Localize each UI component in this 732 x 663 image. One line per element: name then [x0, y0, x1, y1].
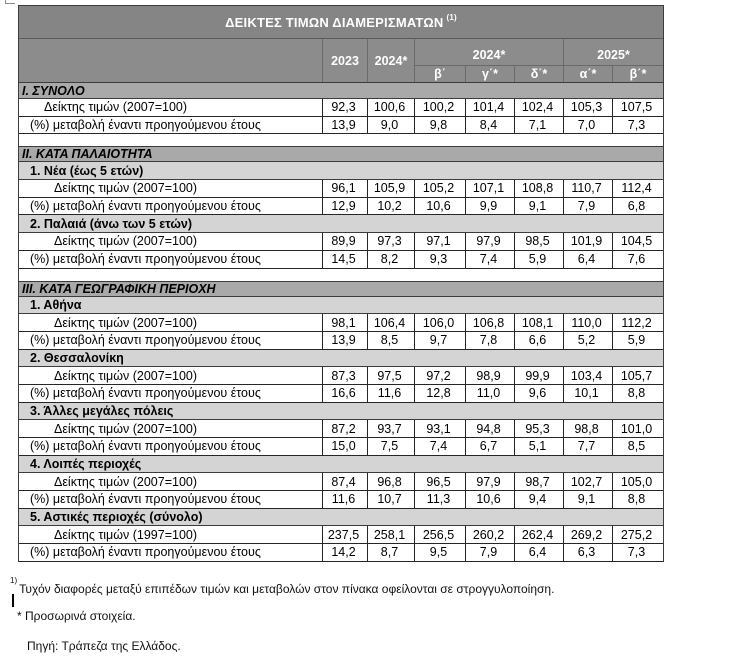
value-cell: 13,9 [322, 332, 367, 350]
header-quarter: γ΄* [465, 66, 514, 82]
value-cell: 12,9 [322, 198, 367, 216]
table-title-footnote-ref: (1) [446, 12, 457, 22]
table-row [19, 180, 663, 198]
row-label: Δείκτης τιμών (1997=100) [19, 526, 322, 544]
row-label: Δείκτης τιμών (2007=100) [19, 99, 322, 117]
subsection-title: 2. Παλαιά (άνω των 5 ετών) [19, 215, 663, 233]
value-cell: 9,9 [465, 198, 514, 216]
value-cell: 13,9 [322, 117, 367, 135]
value-cell: 260,2 [465, 526, 514, 544]
value-cell: 112,4 [612, 180, 663, 198]
value-cell: 87,3 [322, 367, 367, 385]
value-cell: 98,8 [563, 420, 612, 438]
value-cell: 92,3 [322, 99, 367, 117]
table-row [19, 233, 663, 251]
value-cell: 269,2 [563, 526, 612, 544]
value-cell: 98,9 [465, 367, 514, 385]
value-cell: 7,4 [414, 438, 465, 456]
value-cell: 102,7 [563, 473, 612, 491]
value-cell: 16,6 [322, 385, 367, 403]
source-note: Πηγή: Τράπεζα της Ελλάδος. [27, 639, 181, 653]
value-cell: 6,3 [563, 544, 612, 562]
value-cell: 10,7 [367, 491, 414, 509]
row-label: Δείκτης τιμών (2007=100) [19, 420, 322, 438]
table-row [19, 473, 663, 491]
value-cell: 110,7 [563, 180, 612, 198]
value-cell: 7,6 [612, 251, 663, 269]
table-body [19, 83, 663, 562]
table-header [19, 38, 663, 83]
value-cell: 110,0 [563, 314, 612, 332]
value-cell: 95,3 [514, 420, 563, 438]
value-cell: 99,9 [514, 367, 563, 385]
row-label: Δείκτης τιμών (2007=100) [19, 233, 322, 251]
value-cell: 103,4 [563, 367, 612, 385]
value-cell: 87,4 [322, 473, 367, 491]
value-cell: 105,2 [414, 180, 465, 198]
value-cell: 9,1 [514, 198, 563, 216]
value-cell: 97,1 [414, 233, 465, 251]
value-cell: 9,7 [414, 332, 465, 350]
value-cell: 6,6 [514, 332, 563, 350]
value-cell: 93,1 [414, 420, 465, 438]
value-cell: 105,3 [563, 99, 612, 117]
value-cell: 258,1 [367, 526, 414, 544]
value-cell: 7,8 [465, 332, 514, 350]
value-cell: 11,6 [322, 491, 367, 509]
row-label: Δείκτης τιμών (2007=100) [19, 180, 322, 198]
value-cell: 11,3 [414, 491, 465, 509]
value-cell: 104,5 [612, 233, 663, 251]
table-row [19, 99, 663, 117]
value-cell: 9,6 [514, 385, 563, 403]
header-year-2024: 2024* [367, 39, 414, 82]
rounding-footnote [10, 576, 555, 596]
value-cell: 96,5 [414, 473, 465, 491]
value-cell: 105,9 [367, 180, 414, 198]
value-cell: 106,8 [465, 314, 514, 332]
value-cell: 101,9 [563, 233, 612, 251]
value-cell: 9,0 [367, 117, 414, 135]
value-cell: 256,5 [414, 526, 465, 544]
subsection-title: 2. Θεσσαλονίκη [19, 350, 663, 368]
table-row [19, 367, 663, 385]
provisional-note: * Προσωρινά στοιχεία. [17, 609, 136, 623]
value-cell: 9,4 [514, 491, 563, 509]
value-cell: 101,4 [465, 99, 514, 117]
header-year-2023: 2023 [322, 39, 367, 82]
value-cell: 7,0 [563, 117, 612, 135]
table-section [19, 281, 663, 562]
row-label: Δείκτης τιμών (2007=100) [19, 314, 322, 332]
value-cell: 8,5 [612, 438, 663, 456]
value-cell: 7,4 [465, 251, 514, 269]
value-cell: 106,4 [367, 314, 414, 332]
section-title: II. ΚΑΤΑ ΠΑΛΑΙΟΤΗΤΑ [19, 146, 663, 162]
section-title: III. ΚΑΤΑ ΓΕΩΓΡΑΦΙΚΗ ΠΕΡΙΟΧΗ [19, 281, 663, 297]
value-cell: 101,0 [612, 420, 663, 438]
table-row [19, 544, 663, 562]
value-cell: 107,5 [612, 99, 663, 117]
value-cell: 98,1 [322, 314, 367, 332]
value-cell: 107,1 [465, 180, 514, 198]
value-cell: 100,2 [414, 99, 465, 117]
value-cell: 108,1 [514, 314, 563, 332]
value-cell: 6,7 [465, 438, 514, 456]
value-cell: 7,3 [612, 544, 663, 562]
subsection-title: 3. Άλλες μεγάλες πόλεις [19, 403, 663, 421]
row-label: (%) μεταβολή έναντι προηγούμενου έτους [19, 251, 322, 269]
section-title: I. ΣΥΝΟΛΟ [19, 83, 663, 99]
table-row [19, 251, 663, 269]
row-label: Δείκτης τιμών (2007=100) [19, 367, 322, 385]
value-cell: 5,2 [563, 332, 612, 350]
value-cell: 11,0 [465, 385, 514, 403]
table-row [19, 314, 663, 332]
value-cell: 8,8 [612, 491, 663, 509]
value-cell: 5,9 [514, 251, 563, 269]
value-cell: 106,0 [414, 314, 465, 332]
header-quarter: β΄ [414, 66, 465, 82]
value-cell: 275,2 [612, 526, 663, 544]
table-row [19, 198, 663, 216]
value-cell: 97,9 [465, 473, 514, 491]
value-cell: 14,5 [322, 251, 367, 269]
row-label: (%) μεταβολή έναντι προηγούμενου έτους [19, 332, 322, 350]
value-cell: 96,8 [367, 473, 414, 491]
value-cell: 10,2 [367, 198, 414, 216]
value-cell: 14,2 [322, 544, 367, 562]
value-cell: 105,0 [612, 473, 663, 491]
value-cell: 97,5 [367, 367, 414, 385]
value-cell: 9,5 [414, 544, 465, 562]
table-row [19, 438, 663, 456]
text-cursor [12, 594, 14, 607]
value-cell: 9,3 [414, 251, 465, 269]
table-anchor-mark [5, 0, 15, 4]
table-title-text: ΔΕΙΚΤΕΣ ΤΙΜΩΝ ΔΙΑΜΕΡΙΣΜΑΤΩΝ [225, 14, 444, 30]
value-cell: 112,2 [612, 314, 663, 332]
value-cell: 102,4 [514, 99, 563, 117]
value-cell: 5,9 [612, 332, 663, 350]
footnote-marker: 1) [10, 576, 18, 585]
header-group-2024: 2024* [414, 39, 563, 66]
value-cell: 9,8 [414, 117, 465, 135]
value-cell: 12,8 [414, 385, 465, 403]
value-cell: 97,2 [414, 367, 465, 385]
value-cell: 9,1 [563, 491, 612, 509]
value-cell: 8,5 [367, 332, 414, 350]
value-cell: 108,8 [514, 180, 563, 198]
value-cell: 96,1 [322, 180, 367, 198]
value-cell: 7,1 [514, 117, 563, 135]
value-cell: 98,5 [514, 233, 563, 251]
price-index-table [18, 5, 664, 562]
row-label: (%) μεταβολή έναντι προηγούμενου έτους [19, 438, 322, 456]
table-row [19, 420, 663, 438]
subsection-title: 1. Αθήνα [19, 297, 663, 315]
row-label: (%) μεταβολή έναντι προηγούμενου έτους [19, 198, 322, 216]
table-row [19, 526, 663, 544]
value-cell: 10,1 [563, 385, 612, 403]
table-section [19, 146, 663, 268]
value-cell: 94,8 [465, 420, 514, 438]
value-cell: 105,7 [612, 367, 663, 385]
row-label: (%) μεταβολή έναντι προηγούμενου έτους [19, 491, 322, 509]
value-cell: 237,5 [322, 526, 367, 544]
table-section [19, 83, 663, 134]
value-cell: 5,1 [514, 438, 563, 456]
value-cell: 98,7 [514, 473, 563, 491]
row-label: (%) μεταβολή έναντι προηγούμενου έτους [19, 544, 322, 562]
value-cell: 7,5 [367, 438, 414, 456]
value-cell: 93,7 [367, 420, 414, 438]
header-label-cell [19, 39, 322, 82]
header-quarter: δ΄* [514, 66, 563, 82]
value-cell: 11,6 [367, 385, 414, 403]
value-cell: 8,7 [367, 544, 414, 562]
value-cell: 8,8 [612, 385, 663, 403]
table-row [19, 332, 663, 350]
table-title [19, 5, 663, 38]
header-quarter: α΄* [563, 66, 612, 82]
value-cell: 15,0 [322, 438, 367, 456]
value-cell: 8,2 [367, 251, 414, 269]
value-cell: 89,9 [322, 233, 367, 251]
value-cell: 10,6 [465, 491, 514, 509]
value-cell: 97,9 [465, 233, 514, 251]
value-cell: 97,3 [367, 233, 414, 251]
row-label: (%) μεταβολή έναντι προηγούμενου έτους [19, 117, 322, 135]
value-cell: 7,3 [612, 117, 663, 135]
table-row [19, 491, 663, 509]
subsection-title: 4. Λοιπές περιοχές [19, 456, 663, 474]
value-cell: 7,7 [563, 438, 612, 456]
value-cell: 262,4 [514, 526, 563, 544]
subsection-title: 1. Νέα (έως 5 ετών) [19, 162, 663, 180]
value-cell: 6,4 [514, 544, 563, 562]
header-quarter: β΄* [612, 66, 663, 82]
row-label: (%) μεταβολή έναντι προηγούμενου έτους [19, 385, 322, 403]
value-cell: 6,4 [563, 251, 612, 269]
value-cell: 87,2 [322, 420, 367, 438]
table-row [19, 385, 663, 403]
header-group-2025: 2025* [563, 39, 663, 66]
value-cell: 6,8 [612, 198, 663, 216]
subsection-title: 5. Αστικές περιοχές (σύνολο) [19, 509, 663, 527]
row-label: Δείκτης τιμών (2007=100) [19, 473, 322, 491]
value-cell: 10,6 [414, 198, 465, 216]
value-cell: 8,4 [465, 117, 514, 135]
value-cell: 100,6 [367, 99, 414, 117]
table-row [19, 117, 663, 135]
rounding-footnote-text: Τυχόν διαφορές μεταξύ επιπέδων τιμών και μεταβολών στον πίνακα οφείλονται σε στρογγυλοποίηση. [19, 582, 555, 596]
value-cell: 7,9 [465, 544, 514, 562]
value-cell: 7,9 [563, 198, 612, 216]
